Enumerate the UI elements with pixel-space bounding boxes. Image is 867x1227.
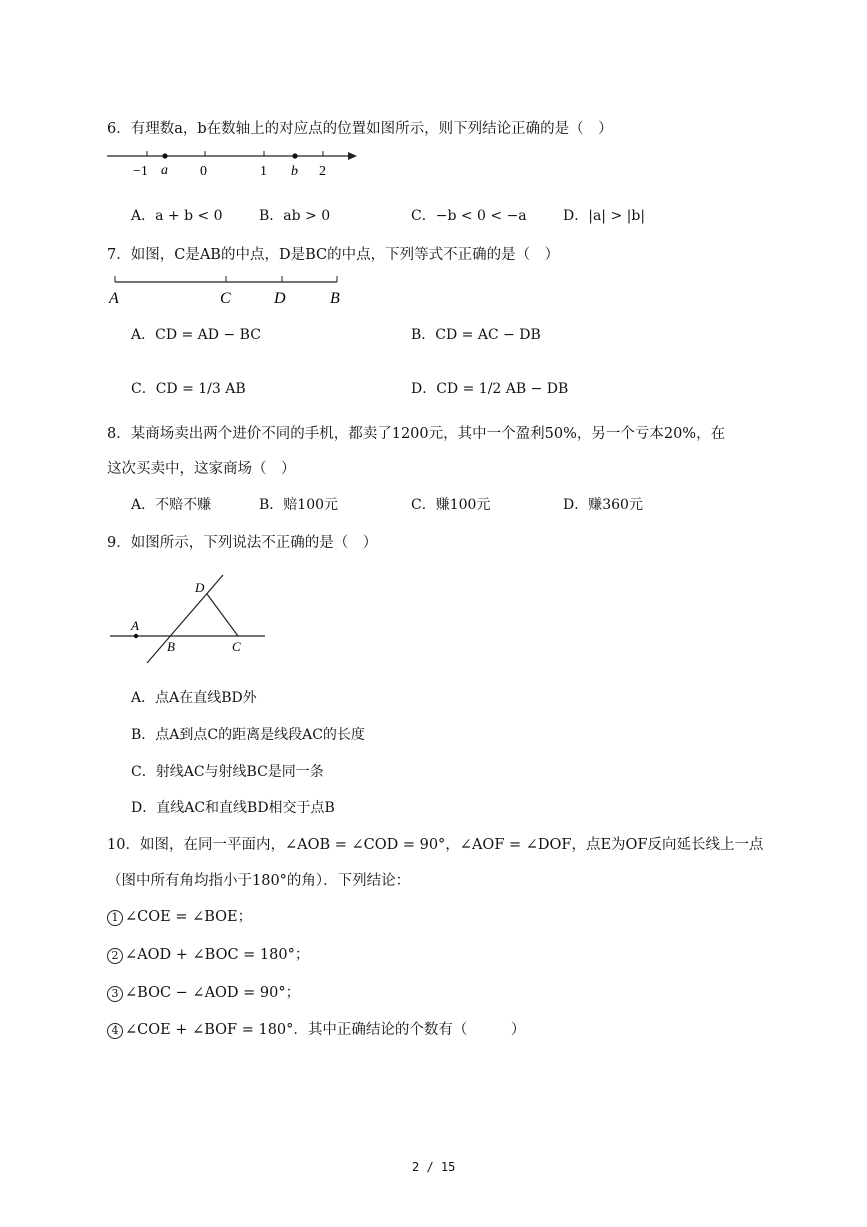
q10-stem-line1: 10．如图，在同一平面内，∠AOB = ∠COD = 90°，∠AOF = ∠DOF，点E为OF反向延长线上一点 <box>107 837 764 853</box>
axis-label-a: a <box>161 163 168 178</box>
q9-line-figure <box>105 570 275 665</box>
q8-option-a: A．不赔不赚 <box>131 497 212 513</box>
point-label-B: B <box>167 639 175 654</box>
q7-option-c: C．CD = 1/3 AB <box>131 381 246 397</box>
q6-number-line <box>105 145 360 185</box>
q9-stem: 9．如图所示，下列说法不正确的是（ ） <box>107 535 378 551</box>
q6-option-b: B．ab > 0 <box>259 208 331 224</box>
q8-stem-line2: 这次买卖中，这家商场（ ） <box>107 461 296 477</box>
q6-option-d: D．|a| > |b| <box>563 208 646 224</box>
q6-option-a: A．a + b < 0 <box>131 208 223 224</box>
q7-segment-figure <box>105 272 355 312</box>
point-label-A: A <box>109 290 119 307</box>
circled-number-1: 1 <box>107 910 123 926</box>
axis-label-1: 1 <box>260 164 267 179</box>
q9-option-b: B．点A到点C的距离是线段AC的长度 <box>131 727 365 743</box>
q6-option-c: C．−b < 0 < −a <box>411 208 527 224</box>
circled-number-4: 4 <box>107 1023 123 1039</box>
point-label-C: C <box>220 290 231 307</box>
q9-option-d: D．直线AC和直线BD相交于点B <box>131 800 335 816</box>
q8-option-c: C．赚100元 <box>411 497 491 513</box>
page-number: 2 / 15 <box>412 1160 456 1174</box>
q8-stem-line1: 8．某商场卖出两个进价不同的手机，都卖了1200元，其中一个盈利50%，另一个亏本20%，在 <box>107 426 726 442</box>
point-label-A: A <box>131 618 139 633</box>
q10-conclusion-4: 4 ∠COE + ∠BOF = 180°．其中正确结论的个数有（ ） <box>107 1018 525 1039</box>
circled-number-3: 3 <box>107 986 123 1002</box>
q7-option-b: B．CD = AC − DB <box>411 327 541 343</box>
point-label-D: D <box>195 580 205 595</box>
q6-stem: 6．有理数a，b在数轴上的对应点的位置如图所示，则下列结论正确的是（ ） <box>107 121 613 137</box>
circled-number-2: 2 <box>107 948 123 964</box>
axis-label-neg1: −1 <box>133 164 148 179</box>
q9-option-a: A．点A在直线BD外 <box>131 690 257 706</box>
q9-option-c: C．射线AC与射线BC是同一条 <box>131 764 324 780</box>
q7-option-a: A．CD = AD − BC <box>131 327 261 343</box>
q7-option-d: D．CD = 1/2 AB − DB <box>411 381 569 397</box>
axis-label-0: 0 <box>200 164 207 179</box>
q10-conclusion-1: 1 ∠COE = ∠BOE； <box>107 905 252 926</box>
q8-option-d: D．赚360元 <box>563 497 643 513</box>
axis-label-2: 2 <box>319 164 326 179</box>
axis-label-b: b <box>291 164 298 179</box>
point-label-C: C <box>232 639 241 654</box>
q10-stem-line2: （图中所有角均指小于180°的角）．下列结论： <box>107 873 411 889</box>
q8-option-b: B．赔100元 <box>259 497 339 513</box>
q10-conclusion-2: 2 ∠AOD + ∠BOC = 180°； <box>107 943 309 964</box>
point-label-B: B <box>330 290 340 307</box>
q7-stem: 7．如图，C是AB的中点，D是BC的中点，下列等式不正确的是（ ） <box>107 247 560 263</box>
point-label-D: D <box>274 290 286 307</box>
q10-conclusion-3: 3 ∠BOC − ∠AOD = 90°； <box>107 981 300 1002</box>
